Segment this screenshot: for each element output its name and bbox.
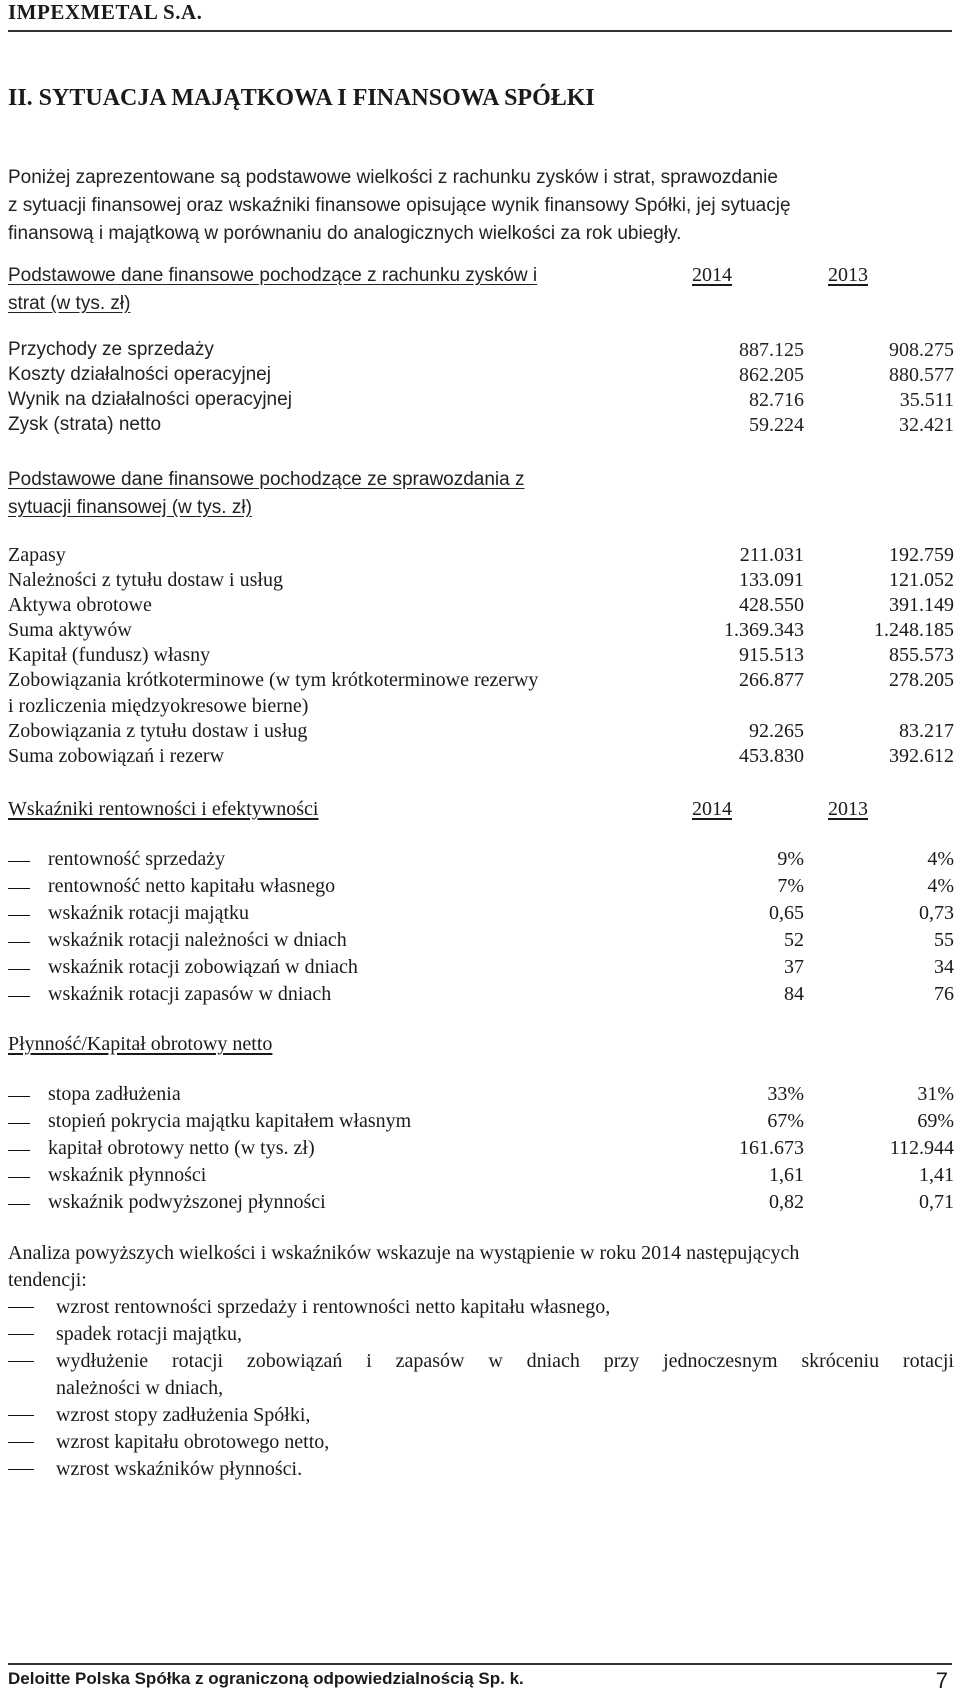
year-2013-header: 2013	[828, 798, 868, 820]
intro-line: z sytuacji finansowej oraz wskaźniki finansowe opisujące wynik finansowy Spółki, jej sytuację	[8, 195, 791, 216]
table-row	[8, 414, 954, 441]
value-2013: 908.275	[889, 339, 954, 361]
row-label-continued: i rozliczenia międzyokresowe bierne)	[8, 695, 309, 717]
row-label: Suma zobowiązań i rezerw	[8, 745, 225, 767]
company-header: IMPEXMETAL S.A.	[8, 0, 203, 24]
dash-bullet	[8, 969, 30, 970]
table-row	[8, 902, 954, 929]
dash-bullet	[8, 888, 30, 889]
list-item	[8, 1294, 954, 1321]
row-label: Aktywa obrotowe	[8, 594, 152, 616]
row-label: Kapitał (fundusz) własny	[8, 644, 211, 666]
dash-bullet	[8, 1204, 30, 1205]
value-2014: 52	[784, 929, 804, 951]
dash-bullet	[8, 915, 30, 916]
value-2013: 0,73	[919, 902, 954, 924]
value-2013: 192.759	[889, 544, 954, 566]
analysis-line: tendencji:	[8, 1269, 87, 1291]
row-label: wskaźnik rotacji zobowiązań w dniach	[48, 956, 358, 978]
income-header: Podstawowe dane finansowe pochodzące z rachunku zysków i	[8, 265, 538, 286]
value-2014: 862.205	[739, 364, 804, 386]
row-label: rentowność sprzedaży	[48, 848, 226, 870]
table-row	[8, 364, 954, 391]
value-2014: 67%	[767, 1110, 804, 1132]
table-row	[8, 745, 954, 772]
list-item	[8, 1456, 954, 1483]
row-label: wskaźnik rotacji należności w dniach	[48, 929, 347, 951]
value-2014: 1,61	[769, 1164, 804, 1186]
list-item-text: wzrost rentowności sprzedaży i rentowności netto kapitału własnego,	[56, 1296, 611, 1318]
value-2014: 9%	[777, 848, 804, 870]
table-row	[8, 389, 954, 416]
row-label: Koszty działalności operacyjnej	[8, 364, 271, 385]
value-2013: 31%	[917, 1083, 954, 1105]
value-2014: 453.830	[739, 745, 804, 767]
intro-line: finansową i majątkową w porównaniu do analogicznych wielkości za rok ubiegły.	[8, 223, 682, 244]
dash-bullet	[8, 1334, 34, 1335]
dash-bullet	[8, 1415, 34, 1416]
row-label: wskaźnik rotacji zapasów w dniach	[48, 983, 332, 1005]
value-2014: 1.369.343	[724, 619, 804, 641]
balance-header: sytuacji finansowej (w tys. zł)	[8, 497, 252, 518]
row-label: rentowność netto kapitału własnego	[48, 875, 336, 897]
value-2014: 161.673	[739, 1137, 804, 1159]
row-label: wskaźnik płynności	[48, 1164, 207, 1186]
year-2013-header: 2013	[828, 264, 868, 286]
value-2014: 37	[784, 956, 804, 978]
intro-line: Poniżej zaprezentowane są podstawowe wielkości z rachunku zysków i strat, sprawozdanie	[8, 167, 778, 188]
header-rule	[8, 30, 952, 32]
table-row	[8, 1191, 954, 1218]
table-row	[8, 339, 954, 366]
row-label: wskaźnik podwyższonej płynności	[48, 1191, 326, 1213]
ratios-header: Wskaźniki rentowności i efektywności	[8, 798, 319, 820]
row-label: kapitał obrotowy netto (w tys. zł)	[48, 1137, 315, 1159]
row-label: stopień pokrycia majątku kapitałem własnym	[48, 1110, 412, 1132]
value-2014: 92.265	[749, 720, 804, 742]
row-label: Zobowiązania z tytułu dostaw i usług	[8, 720, 308, 742]
value-2013: 76	[934, 983, 954, 1005]
row-label: Zobowiązania krótkoterminowe (w tym krótkoterminowe rezerwy	[8, 669, 539, 691]
year-2014-header: 2014	[692, 264, 732, 286]
dash-bullet	[8, 1177, 30, 1178]
list-item	[8, 1429, 954, 1456]
value-2013: 4%	[927, 875, 954, 897]
list-item	[8, 1321, 954, 1348]
section-title: II. SYTUACJA MAJĄTKOWA I FINANSOWA SPÓŁKI	[8, 85, 595, 111]
value-2014: 428.550	[739, 594, 804, 616]
value-2013: 1,41	[919, 1164, 954, 1186]
row-label: Wynik na działalności operacyjnej	[8, 389, 292, 410]
value-2013: 880.577	[889, 364, 954, 386]
table-row	[8, 956, 954, 983]
value-2013: 55	[934, 929, 954, 951]
value-2014: 211.031	[739, 544, 804, 566]
dash-bullet	[8, 942, 30, 943]
list-item-text: wzrost wskaźników płynności.	[56, 1458, 303, 1480]
value-2014: 0,65	[769, 902, 804, 924]
value-2013: 392.612	[889, 745, 954, 767]
table-row	[8, 848, 954, 875]
dash-bullet	[8, 861, 30, 862]
dash-bullet	[8, 1469, 34, 1470]
table-row	[8, 644, 954, 671]
dash-bullet	[8, 1123, 30, 1124]
row-label: wskaźnik rotacji majątku	[48, 902, 250, 924]
table-row	[8, 569, 954, 596]
page-number: 7	[935, 1668, 948, 1693]
dash-bullet	[8, 1096, 30, 1097]
year-2014-header: 2014	[692, 798, 732, 820]
value-2014: 7%	[777, 875, 804, 897]
table-row	[8, 1083, 954, 1110]
table-row	[8, 983, 954, 1010]
value-2014: 82.716	[749, 389, 804, 411]
income-header: strat (w tys. zł)	[8, 293, 131, 314]
list-item-text: wzrost kapitału obrotowego netto,	[56, 1431, 330, 1453]
value-2013: 83.217	[899, 720, 954, 742]
value-2014: 33%	[767, 1083, 804, 1105]
value-2014: 133.091	[739, 569, 804, 591]
value-2013: 32.421	[899, 414, 954, 436]
balance-header: Podstawowe dane finansowe pochodzące ze sprawozdania z	[8, 469, 525, 490]
row-label: Zysk (strata) netto	[8, 414, 162, 435]
table-row	[8, 669, 954, 723]
row-label: Przychody ze sprzedaży	[8, 339, 214, 360]
value-2014: 266.877	[739, 669, 804, 691]
row-label: Zapasy	[8, 544, 66, 566]
value-2014: 0,82	[769, 1191, 804, 1213]
row-label: Suma aktywów	[8, 619, 132, 641]
value-2013: 0,71	[919, 1191, 954, 1213]
table-row	[8, 594, 954, 621]
analysis-line: Analiza powyższych wielkości i wskaźników wskazuje na wystąpienie w roku 2014 następujących	[8, 1242, 800, 1264]
table-row	[8, 720, 954, 747]
table-row	[8, 1110, 954, 1137]
dash-bullet	[8, 1361, 34, 1362]
table-row	[8, 929, 954, 956]
list-item-text: spadek rotacji majątku,	[56, 1323, 243, 1345]
dash-bullet	[8, 1307, 34, 1308]
value-2014: 887.125	[739, 339, 804, 361]
liquidity-header: Płynność/Kapitał obrotowy netto	[8, 1033, 273, 1055]
list-item-text: wzrost stopy zadłużenia Spółki,	[56, 1404, 311, 1426]
value-2013: 855.573	[889, 644, 954, 666]
row-label: stopa zadłużenia	[48, 1083, 181, 1105]
dash-bullet	[8, 1442, 34, 1443]
table-row	[8, 619, 954, 646]
value-2013: 112.944	[889, 1137, 954, 1159]
table-row	[8, 1164, 954, 1191]
dash-bullet	[8, 1150, 30, 1151]
value-2013: 35.511	[899, 389, 954, 411]
value-2013: 1.248.185	[874, 619, 954, 641]
value-2013: 121.052	[889, 569, 954, 591]
value-2014: 59.224	[749, 414, 804, 436]
table-row	[8, 1137, 954, 1164]
value-2014: 915.513	[739, 644, 804, 666]
table-row	[8, 875, 954, 902]
list-item-text: wydłużenie rotacji zobowiązań i zapasów w dniach przy jednoczesnym skróceniu rotacji	[56, 1350, 954, 1372]
list-item	[8, 1402, 954, 1429]
value-2013: 4%	[927, 848, 954, 870]
value-2013: 34	[934, 956, 954, 978]
value-2014: 84	[784, 983, 804, 1005]
value-2013: 69%	[917, 1110, 954, 1132]
dash-bullet	[8, 996, 30, 997]
row-label: Należności z tytułu dostaw i usług	[8, 569, 283, 591]
footer-rule	[8, 1663, 952, 1665]
footer-text: Deloitte Polska Spółka z ograniczoną odpowiedzialnością Sp. k.	[8, 1669, 524, 1688]
list-item	[8, 1348, 954, 1402]
value-2013: 391.149	[889, 594, 954, 616]
value-2013: 278.205	[889, 669, 954, 691]
table-row	[8, 544, 954, 571]
list-item-text-continued: należności w dniach,	[56, 1377, 224, 1399]
